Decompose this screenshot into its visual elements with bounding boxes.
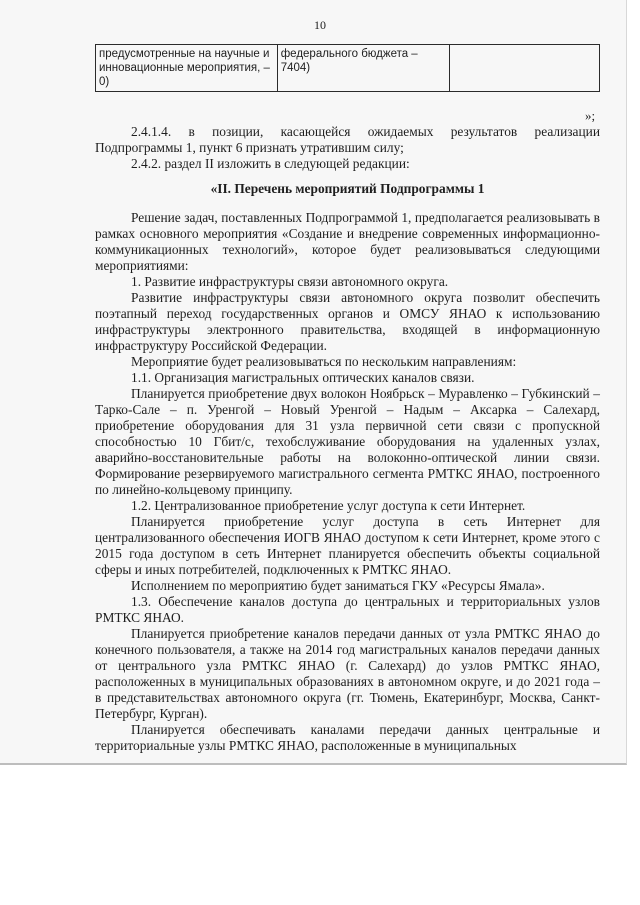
paragraph: Решение задач, поставленных Подпрограммой 1, предполагается реализовывать в рамках основного мероприятия «Создание и внедрение современных информационно-коммуникационных технологий», которое будет реализовываться следующими мероприятиями: [95, 210, 600, 273]
paragraph: Планируется приобретение каналов передачи данных от узла РМТКС ЯНАО до конечного пользователя, а также на 2014 год магистральных каналов передачи данных от центрального узла РМТКС ЯНАО (г. Салехард) до узлов РМТКС ЯНАО, расположенных в муниципальных образованиях в автономном округе, и до 2021 года – в представительствах автономного округа (гг. Тюмень, Екатеринбург, Москва, Санкт-Петербург, Курган). [95, 626, 600, 721]
paragraph: Планируется приобретение двух волокон Ноябрьск – Муравленко – Губкинский – Тарко-Сале – п. Уренгой – Новый Уренгой – Надым – Аксарка – Салехард, приобретение оборудования для 31 узла первичной сети связи с пропускной способностью 10 Гбит/с, техобслуживание оборудования на удаленных узлах, аварийно-восстановительные работы на волоконно-оптической линии связи. Формирование резервируемого магистрального сегмента РМТКС ЯНАО, построенного по линейно-кольцевому принципу. [95, 386, 600, 497]
paragraph: Планируется приобретение услуг доступа в сеть Интернет для централизованного обеспечения ИОГВ ЯНАО доступом к сети Интернет, кроме этого с 2015 года доступом в сеть Интернет планируется обеспечить объекты социальной сферы и иных потребителей, подключенных к РМТКС ЯНАО. [95, 514, 600, 577]
continuation-table [95, 44, 600, 92]
paragraph: 1.1. Организация магистральных оптических каналов связи. [131, 370, 475, 385]
quote-end-mark: »; [585, 108, 596, 123]
table-cell-empty [450, 45, 600, 92]
paragraph: 1.2. Централизованное приобретение услуг доступа к сети Интернет. [131, 498, 526, 513]
paragraph: 1. Развитие инфраструктуры связи автономного округа. [131, 274, 449, 289]
page-number: 10 [314, 18, 326, 32]
table-cell-funding: федерального бюджета – 7404) [277, 45, 450, 92]
section-body [95, 210, 600, 754]
paragraph: Исполнением по мероприятию будет заниматься ГКУ «Ресурсы Ямала». [131, 578, 545, 593]
paragraph: Мероприятие будет реализовываться по нескольким направлениям: [131, 354, 517, 369]
amendment-items [95, 124, 600, 172]
item-2-4-2: 2.4.2. раздел II изложить в следующей редакции: [131, 156, 410, 171]
section-heading: «II. Перечень мероприятий Подпрограммы 1 [210, 181, 485, 196]
paragraph: Планируется обеспечивать каналами передачи данных центральные и территориальные узлы РМТКС ЯНАО, расположенные в муниципальных [95, 722, 600, 753]
item-2-4-1-4: 2.4.1.4. в позиции, касающейся ожидаемых результатов реализации Подпрограммы 1, пункт 6 признать утратившим силу; [95, 124, 600, 155]
paragraph: Развитие инфраструктуры связи автономного округа позволит обеспечить поэтапный переход государственных органов и ОМСУ ЯНАО к использованию инфраструктуры электронного правительства, входящей в информационную инфраструктуру Российской Федерации. [95, 290, 600, 353]
paragraph: 1.3. Обеспечение каналов доступа до центральных и территориальных узлов РМТКС ЯНАО. [95, 594, 600, 625]
table-row [96, 45, 600, 92]
table-cell-description: предусмотренные на научные и инновационные мероприятия, – 0) [96, 45, 278, 92]
